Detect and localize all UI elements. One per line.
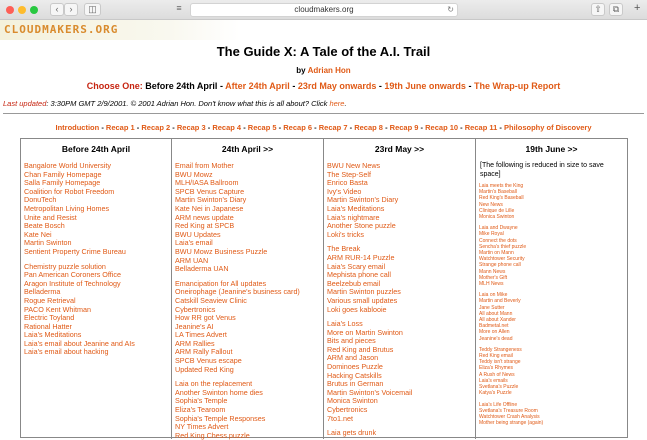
entry-link[interactable]: Rogue Retrieval [24, 295, 76, 305]
chevron-left-icon: ‹ [55, 4, 59, 14]
logo-banner [0, 20, 240, 40]
entry-link[interactable]: SPCB Venus Capture [175, 186, 245, 196]
entry-link[interactable]: Svetlana's Puzzle [479, 384, 519, 391]
entry-link[interactable]: ARM Rallies [175, 338, 215, 348]
share-icon: ⇧ [594, 4, 602, 14]
entry-link[interactable]: Email from Mother [175, 161, 234, 170]
byline [0, 66, 647, 75]
entry-link[interactable]: Laia's email about Jeanine and AIs [24, 338, 135, 348]
entry-link[interactable]: How RR got Venus [175, 313, 236, 323]
separator: - [136, 123, 140, 132]
new-tab-button[interactable] [634, 2, 640, 14]
entry-link[interactable]: Belladerma UAN [175, 264, 229, 274]
entry-link[interactable]: ARM RUR-14 Puzzle [327, 252, 395, 262]
entry-link[interactable]: Oneirophage (Jeanine's business card) [175, 287, 300, 297]
current-era: Before 24th April [145, 81, 218, 91]
about-link[interactable]: here [329, 99, 345, 108]
entry-link[interactable]: Another Swinton home dies [175, 387, 263, 397]
chevron-right-icon: › [69, 4, 73, 14]
entry-link[interactable]: Svetlana's Treasure Room [479, 407, 538, 414]
entry-link[interactable]: MLH News [479, 281, 504, 288]
recap-nav [0, 123, 647, 132]
entry-link[interactable]: Martin's Baseball [479, 189, 517, 196]
entry-link[interactable]: Sentient Property Crime Bureau [24, 246, 126, 256]
forward-button[interactable] [64, 3, 78, 16]
column-2 [324, 139, 476, 439]
entry-link[interactable]: Laia's email [175, 238, 213, 248]
entry-link[interactable]: Martin and Beverly [479, 298, 521, 305]
recap-link[interactable]: Recap 8 [354, 123, 383, 132]
entry-link[interactable]: Loki's tricks [327, 229, 364, 239]
link-list [172, 158, 323, 440]
entry-link[interactable]: Monica Swinton [327, 396, 378, 406]
entry-link[interactable]: Teddy isn't strange [479, 359, 521, 366]
entry-link[interactable]: ARM UAN [175, 255, 209, 265]
address-bar[interactable] [190, 3, 458, 17]
entry-link[interactable]: Another Stone puzzle [327, 221, 396, 231]
entry-link[interactable]: Mother being strange (again) [479, 420, 544, 427]
entry-link[interactable]: Metropolitan Living Homes [24, 203, 110, 213]
column-note: [The following is reduced in size to save space] [480, 162, 604, 178]
entry-link[interactable]: Martin Swinton [24, 238, 72, 248]
recap-link[interactable]: Recap 4 [212, 123, 242, 132]
entry-link[interactable]: PACO Kent Whitman [24, 304, 91, 314]
entry-link[interactable]: The Break [327, 244, 361, 254]
recap-link[interactable]: Recap 6 [283, 123, 313, 132]
byline-prefix: by [296, 66, 306, 75]
entry-link[interactable]: Red King's Baseball [479, 195, 524, 202]
entry-link[interactable]: Hacking Catskills [327, 370, 382, 380]
link-list [21, 158, 171, 357]
entry-link[interactable]: Strange phone call [479, 262, 521, 269]
entry-link[interactable]: Updated Red King [175, 364, 234, 374]
separator: - [420, 123, 424, 132]
close-window-button[interactable] [6, 6, 14, 14]
entry-link[interactable]: Mann News [479, 268, 506, 275]
maximize-window-button[interactable] [30, 6, 38, 14]
separator: - [499, 123, 502, 132]
entry-link[interactable]: Chemistry puzzle solution [24, 261, 106, 271]
entry-link[interactable]: Belladerma [24, 287, 61, 297]
entry-link[interactable]: MLH/IASA Ballroom [175, 178, 239, 188]
entry-link[interactable]: Laia's Scary email [327, 261, 386, 271]
era-chooser [0, 81, 647, 91]
entry-link[interactable]: ARM news update [175, 212, 234, 222]
entry-link[interactable]: Loki goes kablooie [327, 304, 387, 314]
entry-link[interactable]: Mike Royal [479, 231, 504, 238]
entry-link[interactable]: Red King at SPCB [175, 221, 235, 231]
entry-link[interactable]: Martin Swinton puzzles [327, 287, 401, 297]
recap-link[interactable]: Recap 3 [176, 123, 206, 132]
entry-link[interactable]: Laia's email about hacking [24, 347, 109, 357]
sidebar-button[interactable] [84, 3, 101, 16]
entry-link[interactable]: Red King email [479, 353, 513, 360]
entry-link[interactable]: Ivy's Video [327, 186, 362, 196]
minimize-window-button[interactable] [18, 6, 26, 14]
entry-link[interactable]: Laia gets drunk [327, 428, 377, 438]
entry-link[interactable]: SPCB Venus escape [175, 356, 242, 366]
guide-table [20, 138, 628, 438]
sidebar-icon: ◫ [88, 4, 97, 14]
separator: - [101, 123, 104, 132]
recap-link[interactable]: Recap 7 [318, 123, 348, 132]
entry-link[interactable]: Aragon Institute of Technology [24, 278, 121, 288]
recap-link[interactable]: Recap 9 [389, 123, 419, 132]
recap-link[interactable]: Recap 2 [141, 123, 171, 132]
entry-link[interactable]: Jeanine's dead [479, 335, 513, 342]
entry-link[interactable]: LA Times Advert [175, 330, 227, 340]
separator: - [385, 123, 388, 132]
entry-link[interactable]: Laia's Meditations [327, 203, 385, 213]
entry-link[interactable]: Martin Swinton's Diary [175, 195, 247, 205]
column-heading: 23rd May >> [374, 144, 425, 154]
entry-link[interactable]: Catskill Seaview Clinic [175, 295, 247, 305]
entry-link[interactable]: Martin on Mann [479, 250, 514, 257]
entry-link[interactable]: Beelzebub email [327, 278, 381, 288]
entry-link[interactable]: Bits and pieces [327, 336, 376, 346]
site-logo[interactable]: CLOUDMAKERS.ORG [4, 23, 119, 36]
updated-end: . [344, 99, 347, 108]
column-1 [172, 139, 324, 439]
entry-link[interactable]: Cybertronics [175, 304, 216, 314]
era-link-23-may[interactable]: 23rd May onwards [297, 81, 377, 91]
updated-label: Last updated [3, 99, 47, 108]
entry-link[interactable]: All about Mann [479, 310, 513, 317]
entry-link[interactable]: Pan American Coroners Office [24, 270, 121, 280]
recap-link[interactable]: Introduction [55, 123, 100, 132]
separator: - [460, 123, 463, 132]
reader-button[interactable] [172, 3, 186, 16]
entry-link[interactable]: ARM Rally Fallout [175, 347, 233, 357]
entry-link[interactable]: Laia's Life Offline [479, 401, 518, 408]
entry-link[interactable]: Mother's Gift [479, 274, 508, 281]
entry-link[interactable]: Martin Swinton's Diary [327, 195, 399, 205]
recap-link[interactable]: Recap 11 [464, 123, 498, 132]
url-text: cloudmakers.org [294, 5, 354, 14]
entry-link[interactable]: Dominoes Puzzle [327, 362, 383, 372]
entry-link[interactable]: Laia's nightmare [327, 212, 380, 222]
entry-link[interactable]: Badmetal.net [479, 323, 509, 330]
column-heading: Before 24th April [61, 144, 131, 154]
author-link[interactable]: Adrian Hon [307, 66, 351, 75]
divider [3, 113, 644, 114]
recap-link[interactable]: Recap 5 [247, 123, 277, 132]
entry-link[interactable]: Chan Family Homepage [24, 169, 102, 179]
era-link-after-24-april[interactable]: After 24th April [225, 81, 290, 91]
entry-link[interactable]: Sencha's thief puzzle [479, 243, 527, 250]
entry-link[interactable]: Laia meets the King [479, 183, 524, 189]
entry-link[interactable]: New News [479, 201, 503, 208]
entry-link[interactable]: Electric Toyland [24, 313, 75, 323]
updated-text: : 3:30PM GMT 2/9/2001. © 2001 Adrian Hon. Don't know what this is all about? Click [46, 99, 330, 108]
back-button[interactable] [50, 3, 64, 16]
entry-link[interactable]: More on Martin Swinton [327, 327, 403, 337]
entry-link[interactable]: Rational Hatter [24, 321, 72, 331]
separator: - [292, 81, 296, 91]
entry-link[interactable]: Clinique de Lille [479, 207, 515, 214]
recap-link[interactable]: Recap 10 [425, 123, 459, 132]
page-content [0, 20, 647, 440]
entry-link[interactable]: Kate Nei in Japanese [175, 203, 244, 213]
column-0 [21, 139, 172, 439]
column-3 [476, 139, 627, 439]
entry-link[interactable]: BWU New News [327, 161, 381, 170]
separator: - [172, 123, 175, 132]
entry-link[interactable]: Enrico Basta [327, 178, 368, 188]
era-link-wrap-up[interactable]: The Wrap-up Report [473, 81, 561, 91]
separator: - [243, 123, 246, 132]
separator: - [278, 123, 282, 132]
entry-link[interactable]: Sophia's Temple Responses [175, 413, 266, 423]
entry-link[interactable]: BWU Updates [175, 229, 221, 239]
entry-link[interactable]: A Rush of News [479, 371, 515, 378]
entry-link[interactable]: 7to1.net [327, 413, 353, 423]
entry-link[interactable]: Unite and Resist [24, 212, 77, 222]
plus-icon: + [634, 2, 641, 14]
entry-link[interactable]: The Step-Self [327, 169, 371, 179]
entry-link[interactable]: Red King Chess puzzle [175, 430, 250, 440]
browser-toolbar [0, 0, 647, 20]
entry-link[interactable]: Laia's Meditations [24, 330, 82, 340]
entry-link[interactable]: Laia's emails [479, 377, 508, 384]
separator: - [219, 81, 223, 91]
entry-link[interactable]: Watchtower Security [479, 256, 525, 263]
link-list [324, 158, 475, 438]
entry-link[interactable]: Jeanine's AI [175, 321, 214, 331]
column-heading: 24th April >> [221, 144, 274, 154]
recap-link[interactable]: Recap 1 [105, 123, 135, 132]
tabs-button[interactable] [609, 3, 623, 16]
page-title: The Guide X: A Tale of the A.I. Trail [216, 44, 431, 59]
entry-link[interactable]: Salla Family Homepage [24, 178, 101, 188]
entry-link[interactable]: Eliza's Rhymes [479, 365, 514, 372]
tabs-icon: ⧉ [612, 4, 620, 14]
entry-link[interactable]: Brutus in German [327, 379, 384, 389]
entry-link[interactable]: Kate Nei [24, 229, 52, 239]
entry-link[interactable]: Monica Swinton [479, 214, 515, 221]
entry-link[interactable]: NY Times Advert [175, 422, 229, 432]
entry-link[interactable]: Watchtower Crash Analysis [479, 413, 540, 420]
entry-link[interactable]: Teddy Strangeness [479, 346, 522, 353]
entry-link[interactable]: Emancipation for All updates [175, 278, 267, 288]
entry-link[interactable]: BWU Mowz [175, 169, 213, 179]
entry-link[interactable]: All about Xander [479, 317, 516, 324]
entry-link[interactable]: Laia and Dwayne [479, 225, 518, 232]
entry-link[interactable]: Jane Sutter [479, 304, 505, 311]
entry-link[interactable]: Connect the dots [479, 237, 517, 244]
entry-link[interactable]: Laia on the replacement [175, 379, 253, 389]
entry-link[interactable]: ARM and Jason [327, 353, 379, 363]
entry-link[interactable]: Katya's Puzzle [479, 390, 512, 397]
separator: - [468, 81, 472, 91]
entry-link[interactable]: Mephista phone call [327, 270, 391, 280]
entry-link[interactable]: Bangalore World University [24, 161, 111, 170]
last-updated [3, 99, 347, 108]
link-list [476, 179, 627, 426]
entry-link[interactable]: Martin Swinton's Voicemail [327, 387, 413, 397]
separator: - [314, 123, 317, 132]
separator: - [349, 123, 353, 132]
reload-icon[interactable]: ↻ [447, 5, 454, 14]
entry-link[interactable]: Red King and Brutus [327, 344, 394, 354]
separator: - [378, 81, 382, 91]
separator: - [207, 123, 211, 132]
recap-link[interactable]: Philosophy of Discovery [503, 123, 592, 132]
entry-link[interactable]: Beate Bosch [24, 221, 65, 231]
entry-link[interactable]: More on Allen [479, 329, 510, 336]
entry-link[interactable]: Laia on Mike [479, 292, 508, 299]
entry-link[interactable]: Sophia's Temple [175, 396, 228, 406]
entry-link[interactable]: Coalition for Robot Freedom [24, 186, 115, 196]
column-heading: 19th June >> [525, 144, 578, 154]
era-link-19-june[interactable]: 19th June onwards [384, 81, 466, 91]
lines-icon: ≡ [176, 3, 182, 13]
choose-label: Choose One: [86, 81, 143, 91]
entry-link[interactable]: DonuTech [24, 195, 57, 205]
entry-link[interactable]: Cybertronics [327, 405, 368, 415]
entry-link[interactable]: Various small updates [327, 295, 398, 305]
entry-link[interactable]: BWU Mowz Business Puzzle [175, 246, 268, 256]
entry-link[interactable]: Laia's Loss [327, 319, 363, 329]
entry-link[interactable]: Eliza's Tearoom [175, 405, 226, 415]
share-button[interactable] [591, 3, 605, 16]
